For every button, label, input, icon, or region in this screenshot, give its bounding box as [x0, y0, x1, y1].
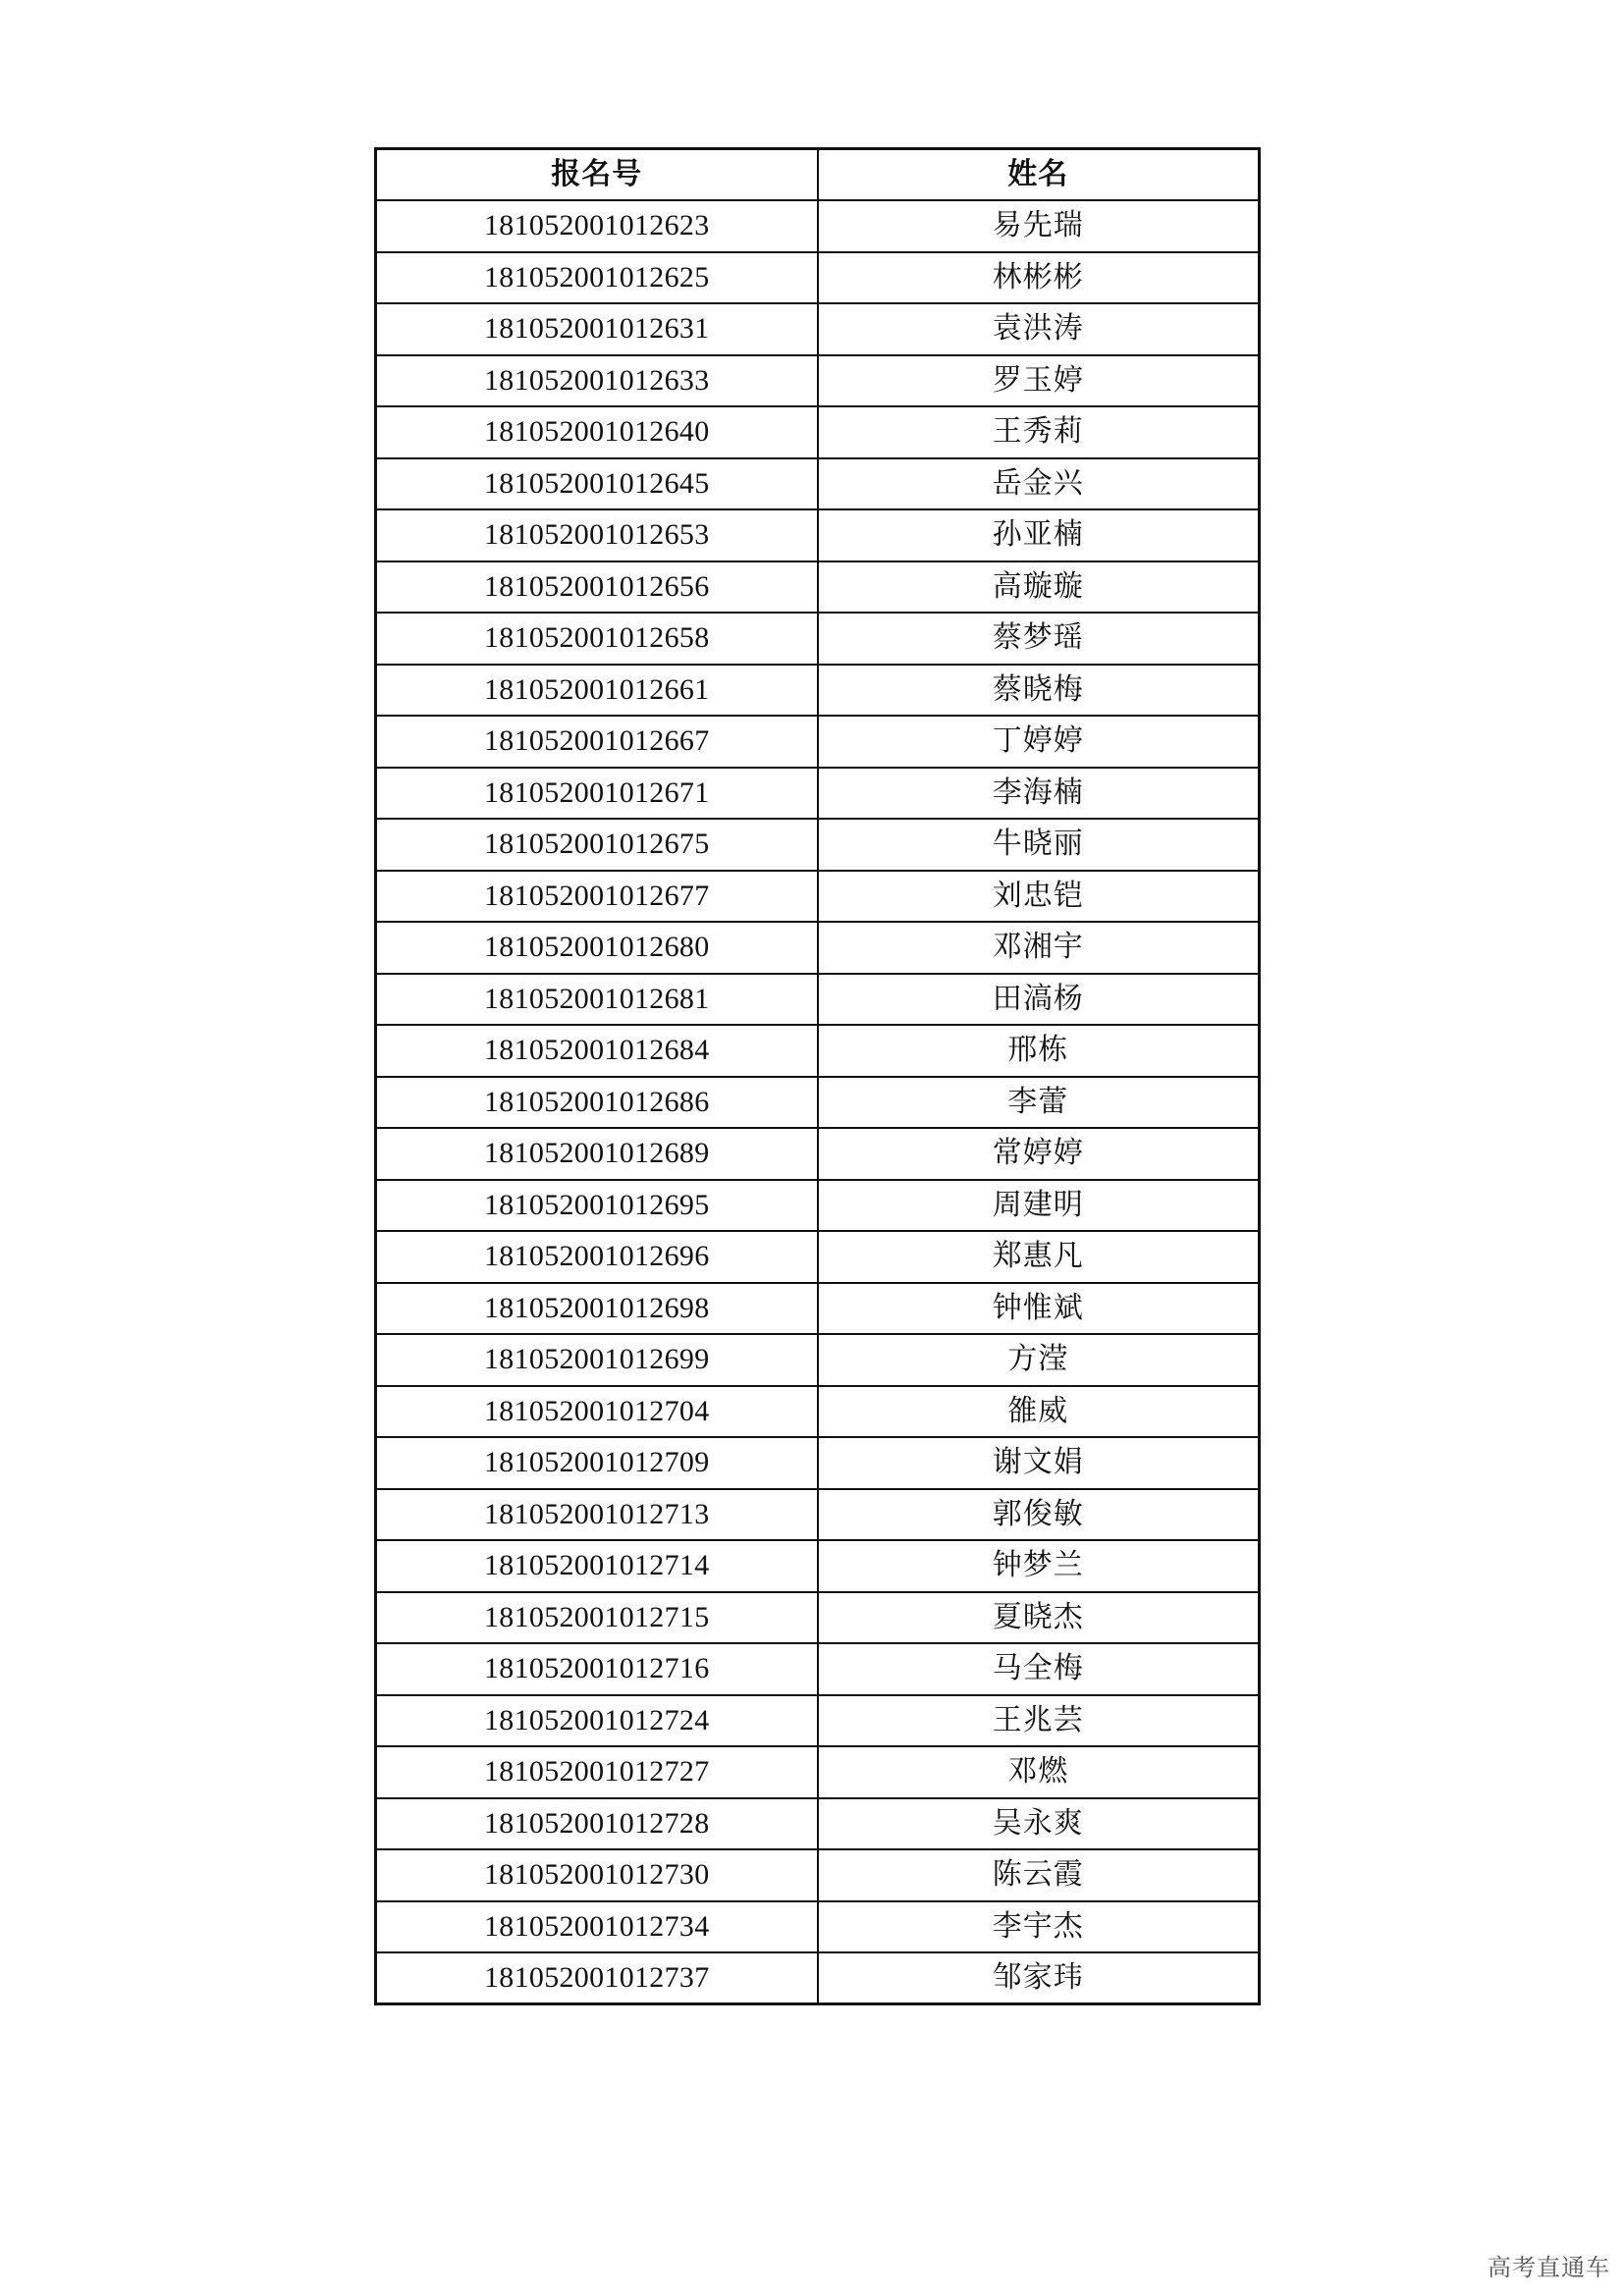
registration-number-cell: 181052001012645: [376, 458, 818, 510]
name-cell: 高璇璇: [818, 561, 1260, 614]
name-cell: 孙亚楠: [818, 509, 1260, 561]
table-row: [376, 252, 1260, 304]
name-cell: 李海楠: [818, 768, 1260, 820]
registration-number-cell: 181052001012698: [376, 1283, 818, 1335]
table-row: [376, 1025, 1260, 1077]
name-cell: 常婷婷: [818, 1128, 1260, 1180]
watermark: 高考直通车: [1488, 2254, 1610, 2281]
registration-number-cell: 181052001012724: [376, 1695, 818, 1747]
table-row: [376, 665, 1260, 717]
registration-number-cell: 181052001012734: [376, 1901, 818, 1953]
table-row: [376, 716, 1260, 768]
registration-number-cell: 181052001012709: [376, 1437, 818, 1489]
name-cell: 田滈杨: [818, 974, 1260, 1026]
table-row: [376, 1386, 1260, 1438]
registration-number-cell: 181052001012625: [376, 252, 818, 304]
registration-number-cell: 181052001012658: [376, 613, 818, 665]
table-row: [376, 1283, 1260, 1335]
table-row: [376, 200, 1260, 252]
name-cell: 方滢: [818, 1334, 1260, 1386]
registration-number-cell: 181052001012716: [376, 1643, 818, 1695]
name-cell: 李蕾: [818, 1077, 1260, 1129]
registration-number-cell: 181052001012737: [376, 1952, 818, 2004]
table-row: [376, 1077, 1260, 1129]
name-cell: 蔡晓梅: [818, 665, 1260, 717]
table-row: [376, 355, 1260, 407]
table-row: [376, 1952, 1260, 2004]
registration-table: [374, 147, 1261, 2005]
table-body: [376, 200, 1260, 2004]
registration-number-cell: 181052001012730: [376, 1849, 818, 1901]
registration-number-cell: 181052001012684: [376, 1025, 818, 1077]
table-row: [376, 1489, 1260, 1541]
name-cell: 刘忠铠: [818, 871, 1260, 923]
registration-number-cell: 181052001012653: [376, 509, 818, 561]
name-cell: 蔡梦瑶: [818, 613, 1260, 665]
table-row: [376, 1849, 1260, 1901]
name-cell: 雒威: [818, 1386, 1260, 1438]
table-row: [376, 1592, 1260, 1644]
registration-number-cell: 181052001012699: [376, 1334, 818, 1386]
registration-number-cell: 181052001012667: [376, 716, 818, 768]
name-cell: 郭俊敏: [818, 1489, 1260, 1541]
table-row: [376, 406, 1260, 458]
name-cell: 牛晓丽: [818, 819, 1260, 871]
name-cell: 王兆芸: [818, 1695, 1260, 1747]
table-row: [376, 922, 1260, 974]
registration-number-cell: 181052001012704: [376, 1386, 818, 1438]
table-row: [376, 974, 1260, 1026]
registration-number-cell: 181052001012681: [376, 974, 818, 1026]
registration-number-cell: 181052001012727: [376, 1746, 818, 1798]
table-row: [376, 1901, 1260, 1953]
name-cell: 易先瑞: [818, 200, 1260, 252]
table-row: [376, 1437, 1260, 1489]
name-cell: 吴永爽: [818, 1798, 1260, 1850]
registration-number-cell: 181052001012689: [376, 1128, 818, 1180]
name-cell: 周建明: [818, 1180, 1260, 1232]
table-row: [376, 1643, 1260, 1695]
name-cell: 岳金兴: [818, 458, 1260, 510]
name-cell: 邓湘宇: [818, 922, 1260, 974]
name-cell: 邹家玮: [818, 1952, 1260, 2004]
registration-number-cell: 181052001012677: [376, 871, 818, 923]
table-row: [376, 1128, 1260, 1180]
registration-number-cell: 181052001012640: [376, 406, 818, 458]
table-header: [376, 149, 1260, 201]
header-row: [376, 149, 1260, 201]
name-cell: 邓燃: [818, 1746, 1260, 1798]
header-registration-number: 报名号: [376, 149, 818, 201]
name-cell: 袁洪涛: [818, 303, 1260, 355]
registration-number-cell: 181052001012675: [376, 819, 818, 871]
registration-number-cell: 181052001012661: [376, 665, 818, 717]
table-row: [376, 1746, 1260, 1798]
table-row: [376, 871, 1260, 923]
name-cell: 罗玉婷: [818, 355, 1260, 407]
registration-number-cell: 181052001012713: [376, 1489, 818, 1541]
registration-number-cell: 181052001012671: [376, 768, 818, 820]
registration-number-cell: 181052001012656: [376, 561, 818, 614]
table-row: [376, 819, 1260, 871]
registration-number-cell: 181052001012623: [376, 200, 818, 252]
name-cell: 郑惠凡: [818, 1231, 1260, 1283]
name-cell: 王秀莉: [818, 406, 1260, 458]
table-row: [376, 303, 1260, 355]
name-cell: 谢文娟: [818, 1437, 1260, 1489]
table-row: [376, 1180, 1260, 1232]
table-row: [376, 1695, 1260, 1747]
name-cell: 李宇杰: [818, 1901, 1260, 1953]
registration-number-cell: 181052001012728: [376, 1798, 818, 1850]
name-cell: 钟梦兰: [818, 1540, 1260, 1592]
table-row: [376, 613, 1260, 665]
table-row: [376, 1334, 1260, 1386]
table-row: [376, 1231, 1260, 1283]
registration-number-cell: 181052001012680: [376, 922, 818, 974]
table-row: [376, 1798, 1260, 1850]
name-cell: 丁婷婷: [818, 716, 1260, 768]
registration-number-cell: 181052001012631: [376, 303, 818, 355]
name-cell: 马全梅: [818, 1643, 1260, 1695]
name-cell: 钟惟斌: [818, 1283, 1260, 1335]
table-row: [376, 458, 1260, 510]
registration-number-cell: 181052001012714: [376, 1540, 818, 1592]
table-row: [376, 768, 1260, 820]
registration-number-cell: 181052001012696: [376, 1231, 818, 1283]
table-row: [376, 561, 1260, 614]
registration-number-cell: 181052001012695: [376, 1180, 818, 1232]
registration-number-cell: 181052001012686: [376, 1077, 818, 1129]
name-cell: 陈云霞: [818, 1849, 1260, 1901]
name-cell: 林彬彬: [818, 252, 1260, 304]
header-name: 姓名: [818, 149, 1260, 201]
name-cell: 夏晓杰: [818, 1592, 1260, 1644]
registration-number-cell: 181052001012633: [376, 355, 818, 407]
name-cell: 邢栋: [818, 1025, 1260, 1077]
table-row: [376, 1540, 1260, 1592]
table-row: [376, 509, 1260, 561]
registration-number-cell: 181052001012715: [376, 1592, 818, 1644]
